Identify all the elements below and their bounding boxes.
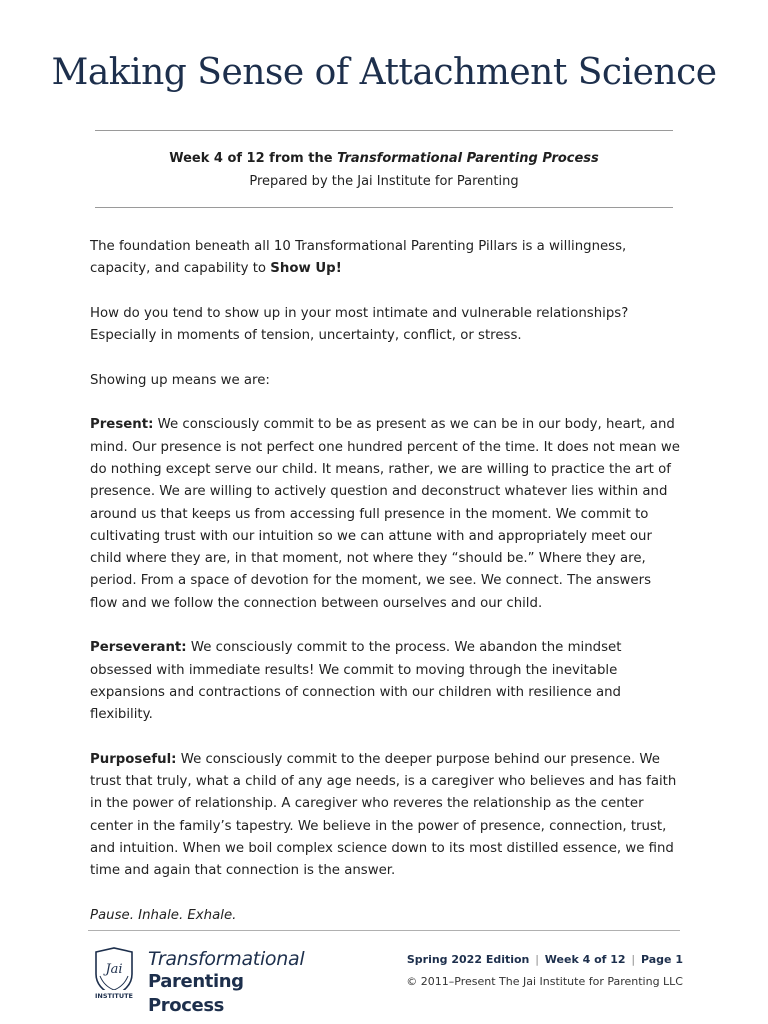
edition-label: Spring 2022 Edition [406, 953, 530, 966]
page-number: Page 1 [640, 953, 683, 966]
pillar-term: Present: [90, 417, 154, 433]
pillar-purposeful [90, 749, 680, 883]
separator: | [631, 953, 636, 966]
week-prefix: Week 4 of 12 from the [169, 151, 338, 166]
pillar-present [90, 414, 680, 615]
copyright: © 2011–Present The Jai Institute for Parenting LLC [406, 975, 683, 988]
intro-text: The foundation beneath all 10 Transformational Parenting Pillars is a willingness, capacity, and capability to [90, 239, 627, 277]
document-body [90, 236, 680, 950]
jai-crest-icon [90, 946, 138, 1000]
program-logo [90, 944, 320, 1016]
lead-in-paragraph: Showing up means we are: [90, 372, 270, 388]
header-divider [95, 207, 673, 208]
crest-initials: Jai [105, 962, 123, 977]
top-divider [95, 130, 673, 131]
prepared-by: Prepared by the Jai Institute for Parenting [249, 174, 519, 189]
document-title: Making Sense of Attachment Science [51, 52, 717, 93]
closing-line [90, 905, 680, 927]
separator: | [535, 953, 539, 966]
pillar-term: Purposeful: [90, 751, 177, 767]
logo-line-2: Parenting Process [148, 971, 244, 1016]
pillar-perseverant [90, 637, 680, 726]
pillar-text: We consciously commit to the process. We abandon the mindset obsessed with immediate results! We commit to moving through the inevitable expansions and contractions of connection with our children with resilience and flexibility. [90, 640, 622, 723]
crest-label: INSTITUTE [95, 992, 133, 1000]
pillar-term: Perseverant: [90, 640, 187, 656]
edition-line [406, 949, 683, 971]
question-paragraph: How do you tend to show up in your most intimate and vulnerable relationships? Especially in moments of tension, uncertainty, conflict, or stress. [90, 305, 629, 344]
pillar-text: We consciously commit to be as present as we can be in our body, heart, and mind. Our presence is not perfect one hundred percent of the time. It does not mean we do nothing except serve our child. It means, rather, we are willing to practice the art of presence. We are willing to actively question and deconstruct whatever lies within and around us that keeps us from accessing full presence in the moment. We commit to cultivating trust with our intuition so we can attune with and appropriately meet our child where they are, in that moment, not where they “should be.” Where they are, period. From a space of devotion for the moment, we see. We connect. The answers flow and we follow the connection between ourselves and our child. [90, 417, 680, 611]
program-name: Transformational Parenting Process [337, 151, 599, 166]
logo-line-1: Transformational [148, 948, 305, 970]
closing-text: Pause. Inhale. Exhale. [90, 907, 237, 923]
footer-info [406, 949, 683, 993]
pillar-text: We consciously commit to the deeper purpose behind our presence. We trust that truly, what a child of any age needs, is a caregiver who believes and has faith in the power of relationship. A caregiver who reveres the relationship as the center center in the family’s tapestry. We believe in the power of presence, connection, trust, and intuition. When we boil complex science down to its most distilled essence, we find time and again that connection is the answer. [90, 751, 677, 879]
logo-wordmark [148, 948, 320, 1018]
footer-divider [88, 930, 680, 931]
show-up-emphasis: Show Up! [270, 261, 342, 277]
intro-paragraph [90, 236, 680, 281]
week-label: Week 4 of 12 [544, 953, 626, 966]
week-line [0, 148, 768, 170]
